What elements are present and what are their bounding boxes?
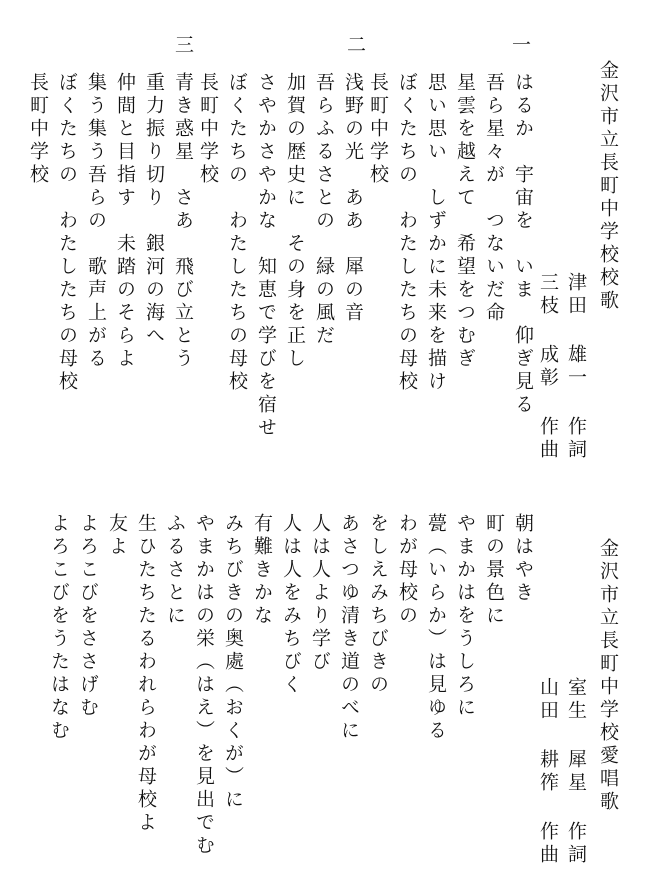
verse-line: 加賀の歴史に その身を正し [284,72,306,371]
verse-line: 重力振り切り 銀河の海へ [143,72,165,348]
verse-line: 長町中学校 [367,72,389,187]
lyric-line: あさつゆ清き道のべに [338,513,360,743]
lyric-line: やまかはの栄（はえ）を見出でむ [193,513,215,858]
lyric-line: 友よ [106,513,128,559]
lyric-line: 生ひたちたるわれらわが母校よ [135,513,157,835]
verse-line: ぼくたちの わたしたちの母校 [396,72,418,394]
verse-line: ぼくたちの わたしたちの母校 [56,72,78,394]
verse-line: さやかさやかな 知恵で学びを宿せ [255,72,277,440]
lyric-line: 町の景色に [483,513,505,628]
lyric-line: わが母校の [396,513,418,628]
lyric-line: みちびきの奥處（おくが）に [222,513,244,812]
school-song-composer: 三枝 成彰 作曲 [537,272,559,462]
verse-line: 集う集う吾らの 歌声上がる [85,72,107,371]
cherished-song-title: 金沢市立長町中学校愛唱歌 [597,538,619,814]
verse-line: はるか 宇宙を いま 仰ぎ見る [512,72,534,417]
lyric-line: 人は人より学び [309,513,331,674]
lyric-line: 有難きかな [251,513,273,628]
verse-line: ぼくたちの わたしたちの母校 [226,72,248,394]
verse-line: 浅野の光 ああ 犀の音 [342,72,364,325]
verse-number: 一 [512,34,532,56]
lyric-line: やまかはをうしろに [454,513,476,720]
lyric-line: をしえみちびきの [367,513,389,697]
lyric-line: 朝はやき [512,513,534,605]
cherished-song-composer: 山田 耕筰 作曲 [537,677,559,867]
verse-line: 吾ら星々が つないだ命 [483,72,505,325]
cherished-song-lyricist: 室生 犀星 作詞 [565,677,587,867]
school-song-title: 金沢市立長町中学校校歌 [597,60,619,313]
verse-line: 吾らふるさとの 緑の風だ [313,72,335,348]
verse-line: 思い思い しずかに未来を描け [425,72,447,394]
lyric-line: ふるさとに [164,513,186,628]
lyric-line: 甍（いらか）は見ゆる [425,513,447,743]
lyric-line: 人は人をみちびく [280,513,302,697]
lyric-line: よろこびをささげむ [77,513,99,720]
verse-line: 長町中学校 [197,72,219,187]
verse-number: 三 [175,34,195,56]
verse-line: 青き惑星 さあ 飛び立とう [172,72,194,371]
lyric-line: よろこびをうたはなむ [48,513,70,743]
verse-line: 長町中学校 [27,72,49,187]
school-song-lyricist: 津田 雄一 作詞 [565,272,587,462]
verse-line: 仲間と目指す 未踏のそらよ [114,72,136,371]
verse-number: 二 [347,34,367,56]
verse-line: 星雲を越えて 希望をつむぎ [454,72,476,371]
